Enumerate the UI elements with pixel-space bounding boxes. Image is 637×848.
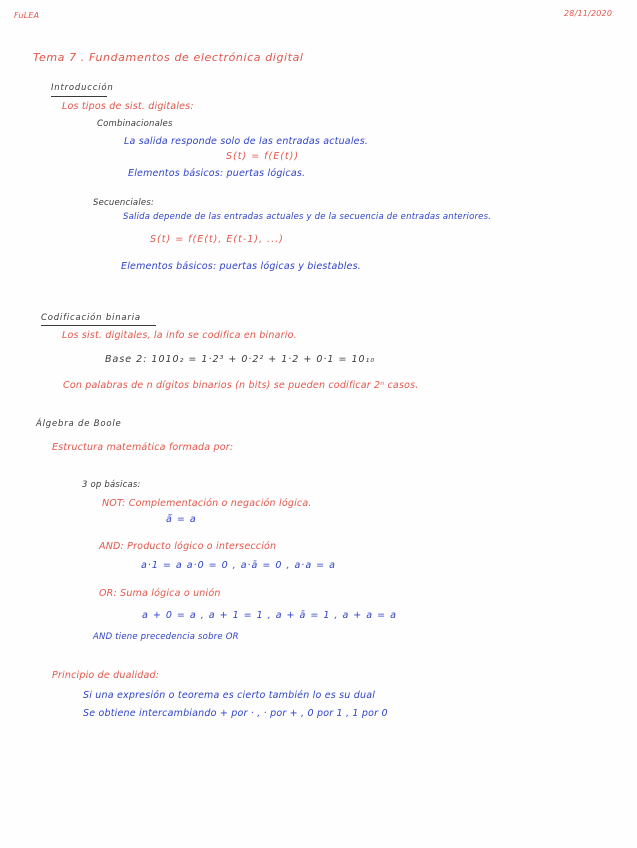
base2-example: Base 2: 1010₂ = 1·2³ + 0·2² + 1·2 + 0·1 = 10₁₀ [105,354,376,365]
heading-underline [41,325,156,326]
section-heading-introduccion: Introducción [51,83,114,93]
op-or-eq: a + 0 = a , a + 1 = 1 , a + ā = 1 , a + a = a [142,610,397,621]
secuenciales-desc: Salida depende de las entradas actuales y de la secuencia de entradas anteriores. [123,212,492,222]
header-date: 28/11/2020 [564,9,613,18]
dualidad-line2: Se obtiene intercambiando + por · , · por + , 0 por 1 , 1 por 0 [83,708,388,719]
page-title: Tema 7 . Fundamentos de electrónica digital [33,51,304,64]
header-tag: FuLEA [14,11,40,20]
codificacion-line2: Con palabras de n dígitos binarios (n bits) se pueden codificar 2ⁿ casos. [63,380,419,391]
op-or-label: OR: Suma lógica o unión [99,588,221,599]
tres-operaciones: 3 op básicas: [82,480,141,490]
op-and-eq: a·1 = a a·0 = 0 , a·ā = 0 , a·a = a [141,560,336,571]
secuenciales-elementos: Elementos básicos: puertas lógicas y biestables. [121,261,361,272]
algebra-estructura: Estructura matemática formada por: [52,442,234,453]
op-not-eq: ā̄ = a [166,514,197,525]
tipos-sistemas: Los tipos de sist. digitales: [62,101,194,112]
secuenciales-formula: S(t) = f(E(t), E(t-1), ...) [150,234,284,245]
precedencia-note: AND tiene precedencia sobre OR [93,632,239,642]
op-and-label: AND: Producto lógico o intersección [99,541,277,552]
combinacionales-elementos: Elementos básicos: puertas lógicas. [128,168,306,179]
combinacionales-formula: S(t) = f(E(t)) [226,151,300,162]
dualidad-heading: Principio de dualidad: [52,670,160,681]
op-not-label: NOT: Complementación o negación lógica. [102,498,312,509]
combinacionales-desc: La salida responde solo de las entradas actuales. [124,136,369,147]
combinacionales-label: Combinacionales [97,119,173,129]
section-heading-algebra: Álgebra de Boole [36,419,122,429]
secuenciales-label: Secuenciales: [93,198,155,208]
dualidad-line1: Si una expresión o teorema es cierto también lo es su dual [83,690,376,701]
codificacion-line1: Los sist. digitales, la info se codifica en binario. [62,330,297,341]
heading-underline [51,96,107,97]
section-heading-codificacion: Codificación binaria [41,313,141,323]
